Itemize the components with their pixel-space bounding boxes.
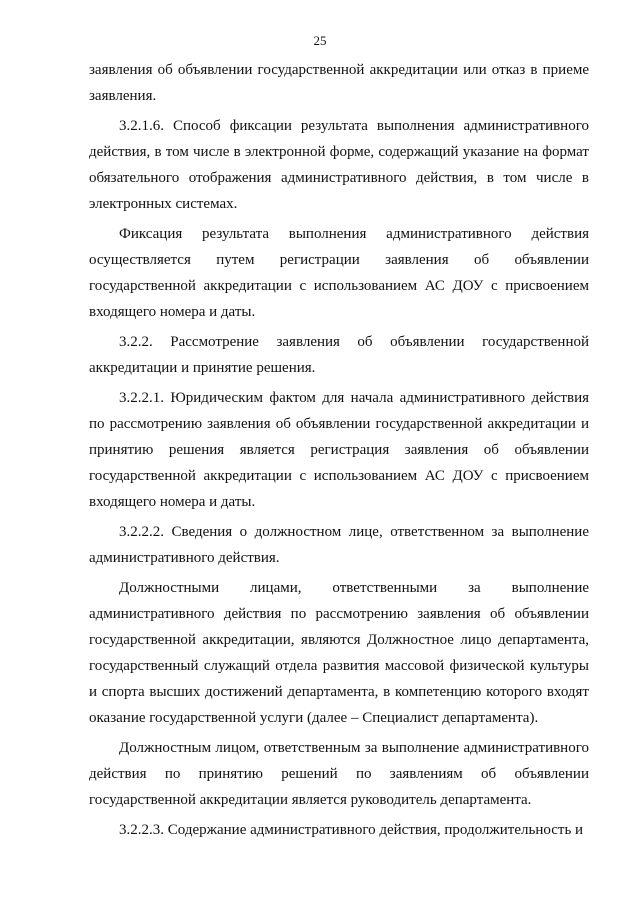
paragraph-3-2-2-2: 3.2.2.2. Сведения о должностном лице, ответственном за выполнение административного действия. [89, 524, 589, 566]
paragraph-officials: Должностными лицами, ответственными за выполнение административного действия по рассмотрению заявления об объявлении государственной аккредитации, являются Должностное лицо департамента, государственный служащий отдела развития массовой физической культуры и спорта высших достижений департамента, в компетенцию которого входят оказание государственной услуги (далее – Специалист департамента). [89, 580, 589, 726]
document-body [89, 57, 589, 847]
page-number: 25 [313, 33, 327, 48]
paragraph-responsible-official: Должностным лицом, ответственным за выполнение административного действия по принятию решений по заявлениям об объявлении государственной аккредитации является руководитель департамента. [89, 740, 589, 808]
paragraph-3-2-1-6: 3.2.1.6. Способ фиксации результата выполнения административного действия, в том числе в электронной форме, содержащий указание на формат обязательного отображения административного действия, в том числе в электронных системах. [89, 118, 589, 212]
paragraph-continuation: заявления об объявлении государственной аккредитации или отказ в приеме заявления. [89, 62, 589, 104]
paragraph-3-2-2-3: 3.2.2.3. Содержание административного действия, продолжительность и [119, 822, 584, 838]
paragraph-fixation: Фиксация результата выполнения административного действия осуществляется путем регистрации заявления об объявлении государственной аккредитации с использованием АС ДОУ с присвоением входящего номера и даты. [89, 226, 589, 320]
paragraph-3-2-2: 3.2.2. Рассмотрение заявления об объявлении государственной аккредитации и принятие решения. [89, 334, 589, 376]
paragraph-3-2-2-1: 3.2.2.1. Юридическим фактом для начала административного действия по рассмотрению заявления об объявлении государственной аккредитации и принятию решения является регистрация заявления об объявлении государственной аккредитации с использованием АС ДОУ с присвоением входящего номера и даты. [89, 390, 589, 510]
